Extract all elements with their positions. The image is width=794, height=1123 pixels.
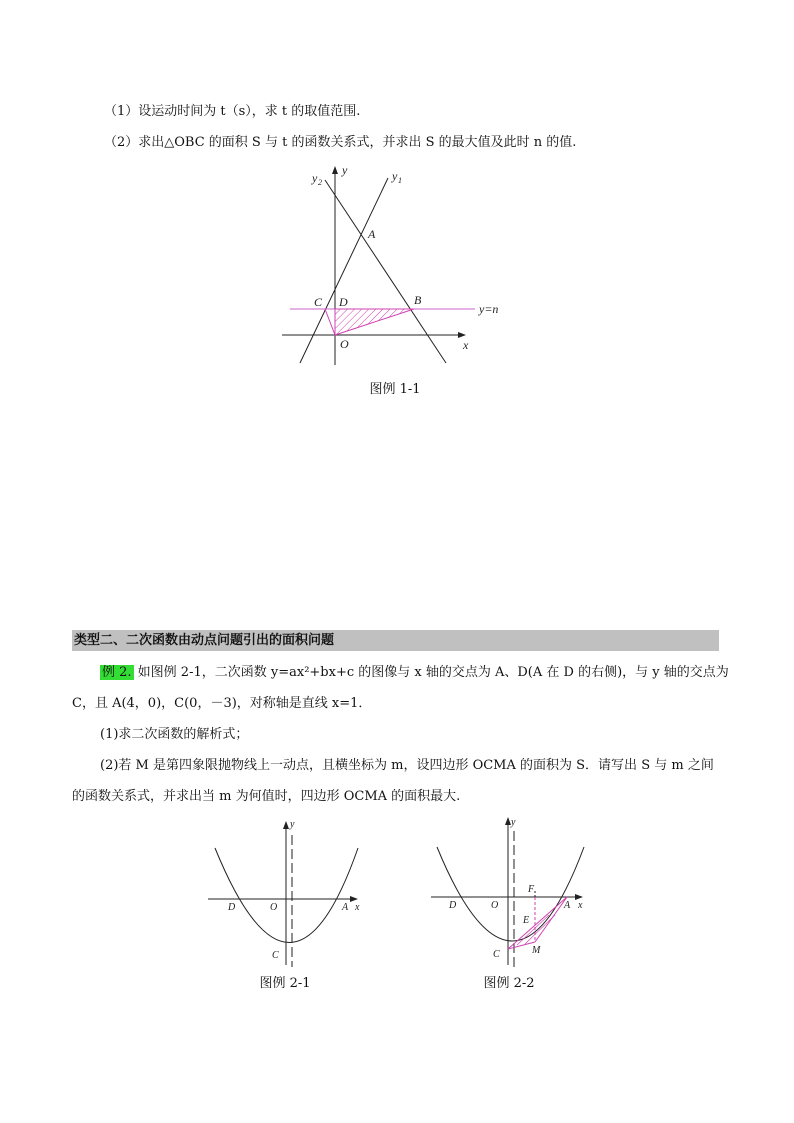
example-tag: 例 2. xyxy=(102,665,132,680)
label-x: x xyxy=(578,900,583,911)
section-heading xyxy=(72,630,719,651)
hatch-line-1 xyxy=(517,915,549,945)
label-c: C xyxy=(314,295,323,309)
label-y1-sub: 1 xyxy=(398,176,402,185)
label-x: x xyxy=(463,338,469,352)
y-axis-arrow xyxy=(283,821,289,829)
label-y2-sub: 2 xyxy=(318,178,322,187)
label-y: y xyxy=(290,819,295,830)
sub-question-2-line-2: 的函数关系式，并求出当 m 为何值时，四边形 OCMA 的面积最大. xyxy=(72,789,461,804)
sub-question-1: (1)求二次函数的解析式； xyxy=(100,727,249,742)
example-2-line-2: C，且 A(4，0)，C(0，－3)，对称轴是直线 x=1． xyxy=(72,696,372,711)
label-f: F xyxy=(528,884,535,895)
figure-2-1 xyxy=(200,815,370,970)
label-y: y xyxy=(511,817,516,828)
label-y: y xyxy=(342,163,348,177)
segment-ma xyxy=(535,897,567,942)
label-o: O xyxy=(270,902,278,913)
label-y-equals-n: y=n xyxy=(479,302,499,316)
figure-2-2 xyxy=(425,815,595,970)
shaded-triangle xyxy=(335,309,414,335)
segment-co xyxy=(325,309,335,335)
figure-1-1-caption: 图例 1-1 xyxy=(369,382,421,397)
label-d: D xyxy=(228,902,236,913)
label-e: E xyxy=(523,915,530,926)
section-heading-text: 类型二、二次函数由动点问题引出的面积问题 xyxy=(74,633,335,648)
example-2-line-1 xyxy=(100,664,729,682)
figure-1-1 xyxy=(270,160,520,370)
label-o: O xyxy=(491,900,499,911)
label-c: C xyxy=(272,950,279,961)
label-a: A xyxy=(564,900,571,911)
label-d: D xyxy=(339,295,348,309)
label-m: M xyxy=(532,945,541,956)
sub-question-2-line-1: (2)若 M 是第四象限抛物线上一动点，且横坐标为 m，设四边形 OCMA 的面积为 S．请写出 S 与 m 之间 xyxy=(100,758,714,773)
y-axis-arrow xyxy=(332,166,338,174)
label-y2: y xyxy=(312,171,318,185)
example-2-text-1: 如图例 2-1，二次函数 y=ax²+bx+c 的图像与 x 轴的交点为 A、D(A 在 D 的右侧)，与 y 轴的交点为 xyxy=(133,665,729,680)
label-o: O xyxy=(340,337,349,351)
label-c: C xyxy=(493,949,500,960)
label-x: x xyxy=(355,902,360,913)
segment-ca xyxy=(508,897,567,949)
figure-2-1-caption: 图例 2-1 xyxy=(259,976,311,991)
question-1: （1）设运动时间为 t（s），求 t 的取值范围. xyxy=(104,104,361,119)
label-d: D xyxy=(449,900,457,911)
question-2: （2）求出△OBC 的面积 S 与 t 的函数关系式，并求出 S 的最大值及此时 n 的值. xyxy=(104,135,577,150)
figure-2-2-caption: 图例 2-2 xyxy=(483,976,535,991)
label-a: A xyxy=(342,902,349,913)
label-y1: y xyxy=(392,169,398,183)
label-a: A xyxy=(368,227,376,241)
parabola xyxy=(437,847,584,941)
label-b: B xyxy=(414,293,422,307)
